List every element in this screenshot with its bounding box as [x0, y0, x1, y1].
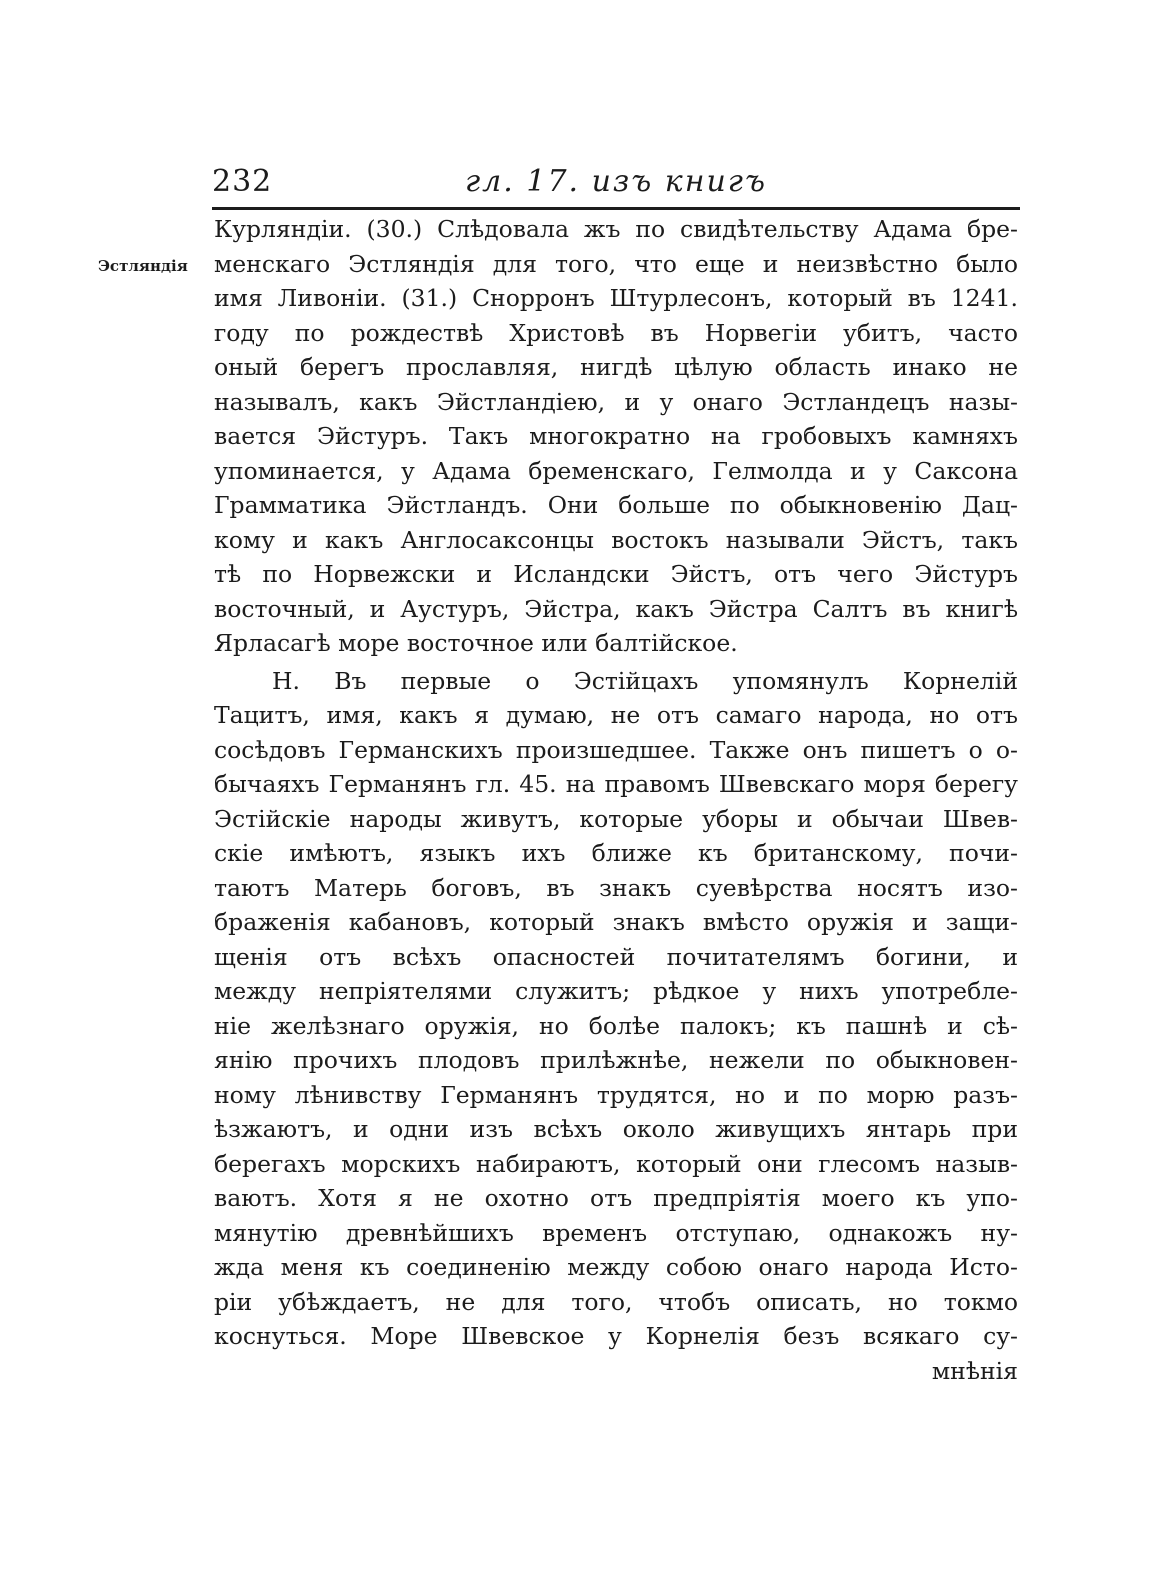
- header-rule: [212, 207, 1020, 210]
- text-line: янію прочихъ плодовъ прилѣжнѣе, нежели по обыкновен-: [214, 1046, 1018, 1074]
- body-text: [214, 212, 1018, 1388]
- text-line: браженія кабановъ, который знакъ вмѣсто оружія и защи-: [214, 908, 1018, 936]
- text-line: щенія отъ всѣхъ опасностей почитателямъ богини, и: [214, 942, 1018, 971]
- text-line: называлъ, какъ Эйстландіею, и у онаго Эстландецъ назы-: [214, 387, 1018, 416]
- text-line: менскаго Эстляндія для того, что еще и неизвѣстно было: [214, 249, 1018, 278]
- text-line: году по рождествѣ Христовѣ въ Норвегіи убитъ, часто: [214, 318, 1018, 347]
- text-line: восточный, и Аустуръ, Эйстра, какъ Эйстра Салтъ въ книгѣ: [214, 594, 1018, 623]
- text-line: Курляндіи. (30.) Слѣдовала жъ по свидѣтельству Адама бре-: [214, 215, 1018, 243]
- catchword: мнѣнія: [931, 1356, 1018, 1385]
- page-number: 232: [212, 164, 273, 199]
- running-head: гл. 17. изъ книгъ: [465, 164, 767, 199]
- text-line: таютъ Матерь боговъ, въ знакъ суевѣрства носятъ изо-: [214, 873, 1018, 902]
- text-line: кому и какъ Англосаксонцы востокъ называли Эйстъ, такъ: [214, 525, 1018, 554]
- text-line: тѣ по Норвежски и Исландски Эйстъ, отъ чего Эйстуръ: [214, 560, 1018, 588]
- text-line: Грамматика Эйстландъ. Они больше по обыкновенію Дац-: [214, 491, 1018, 519]
- text-line: жда меня къ соединенію между собою онаго народа Исто-: [214, 1253, 1018, 1281]
- text-line: Эстійскіе народы живутъ, которые уборы и обычаи Швев-: [214, 804, 1018, 833]
- page-header: [212, 160, 1020, 208]
- text-line: ваютъ. Хотя я не охотно отъ предпріятія моего къ упо-: [214, 1184, 1018, 1212]
- margin-note: Эстляндія: [98, 257, 188, 275]
- paragraph-1: [214, 212, 1018, 661]
- text-line: сосѣдовъ Германскихъ произшедшее. Также онъ пишетъ о о-: [214, 735, 1018, 764]
- text-line: ріи убѣждаетъ, не для того, чтобъ описать, но токмо: [214, 1287, 1018, 1316]
- text-line: упоминается, у Адама бременскаго, Гелмолда и у Саксона: [214, 456, 1018, 485]
- text-line: Н. Въ первые о Эстійцахъ упомянулъ Корнелій: [272, 666, 1018, 695]
- text-line: коснуться. Море Швевское у Корнелія безъ всякаго су-: [214, 1322, 1018, 1350]
- text-line: ніе желѣзнаго оружія, но болѣе палокъ; къ пашнѣ и сѣ-: [214, 1011, 1018, 1040]
- text-line: мянутію древнѣйшихъ временъ отступаю, однакожъ ну-: [214, 1218, 1018, 1247]
- text-line: Ярласагѣ море восточное или балтійское.: [214, 629, 738, 657]
- text-line: имя Ливоніи. (31.) Снорронъ Штурлесонъ, который въ 1241.: [214, 284, 1018, 312]
- text-line: вается Эйстуръ. Такъ многократно на гробовыхъ камняхъ: [214, 422, 1018, 450]
- text-line: между непріятелями служитъ; рѣдкое у нихъ употребле-: [214, 977, 1018, 1005]
- text-line: ѣзжаютъ, и одни изъ всѣхъ около живущихъ янтарь при: [214, 1115, 1018, 1143]
- text-line: ному лѣнивству Германянъ трудятся, но и по морю разъ-: [214, 1080, 1018, 1109]
- paragraph-2: [214, 664, 1018, 1354]
- text-line: берегахъ морскихъ набираютъ, который они глесомъ назыв-: [214, 1149, 1018, 1178]
- text-line: оный берегъ прославляя, нигдѣ цѣлую область инако не: [214, 353, 1018, 381]
- text-line: бычаяхъ Германянъ гл. 45. на правомъ Швевскаго моря берегу: [214, 770, 1018, 798]
- text-line: скіе имѣютъ, языкъ ихъ ближе къ британскому, почи-: [214, 839, 1018, 867]
- text-line: Тацитъ, имя, какъ я думаю, не отъ самаго народа, но отъ: [214, 701, 1018, 729]
